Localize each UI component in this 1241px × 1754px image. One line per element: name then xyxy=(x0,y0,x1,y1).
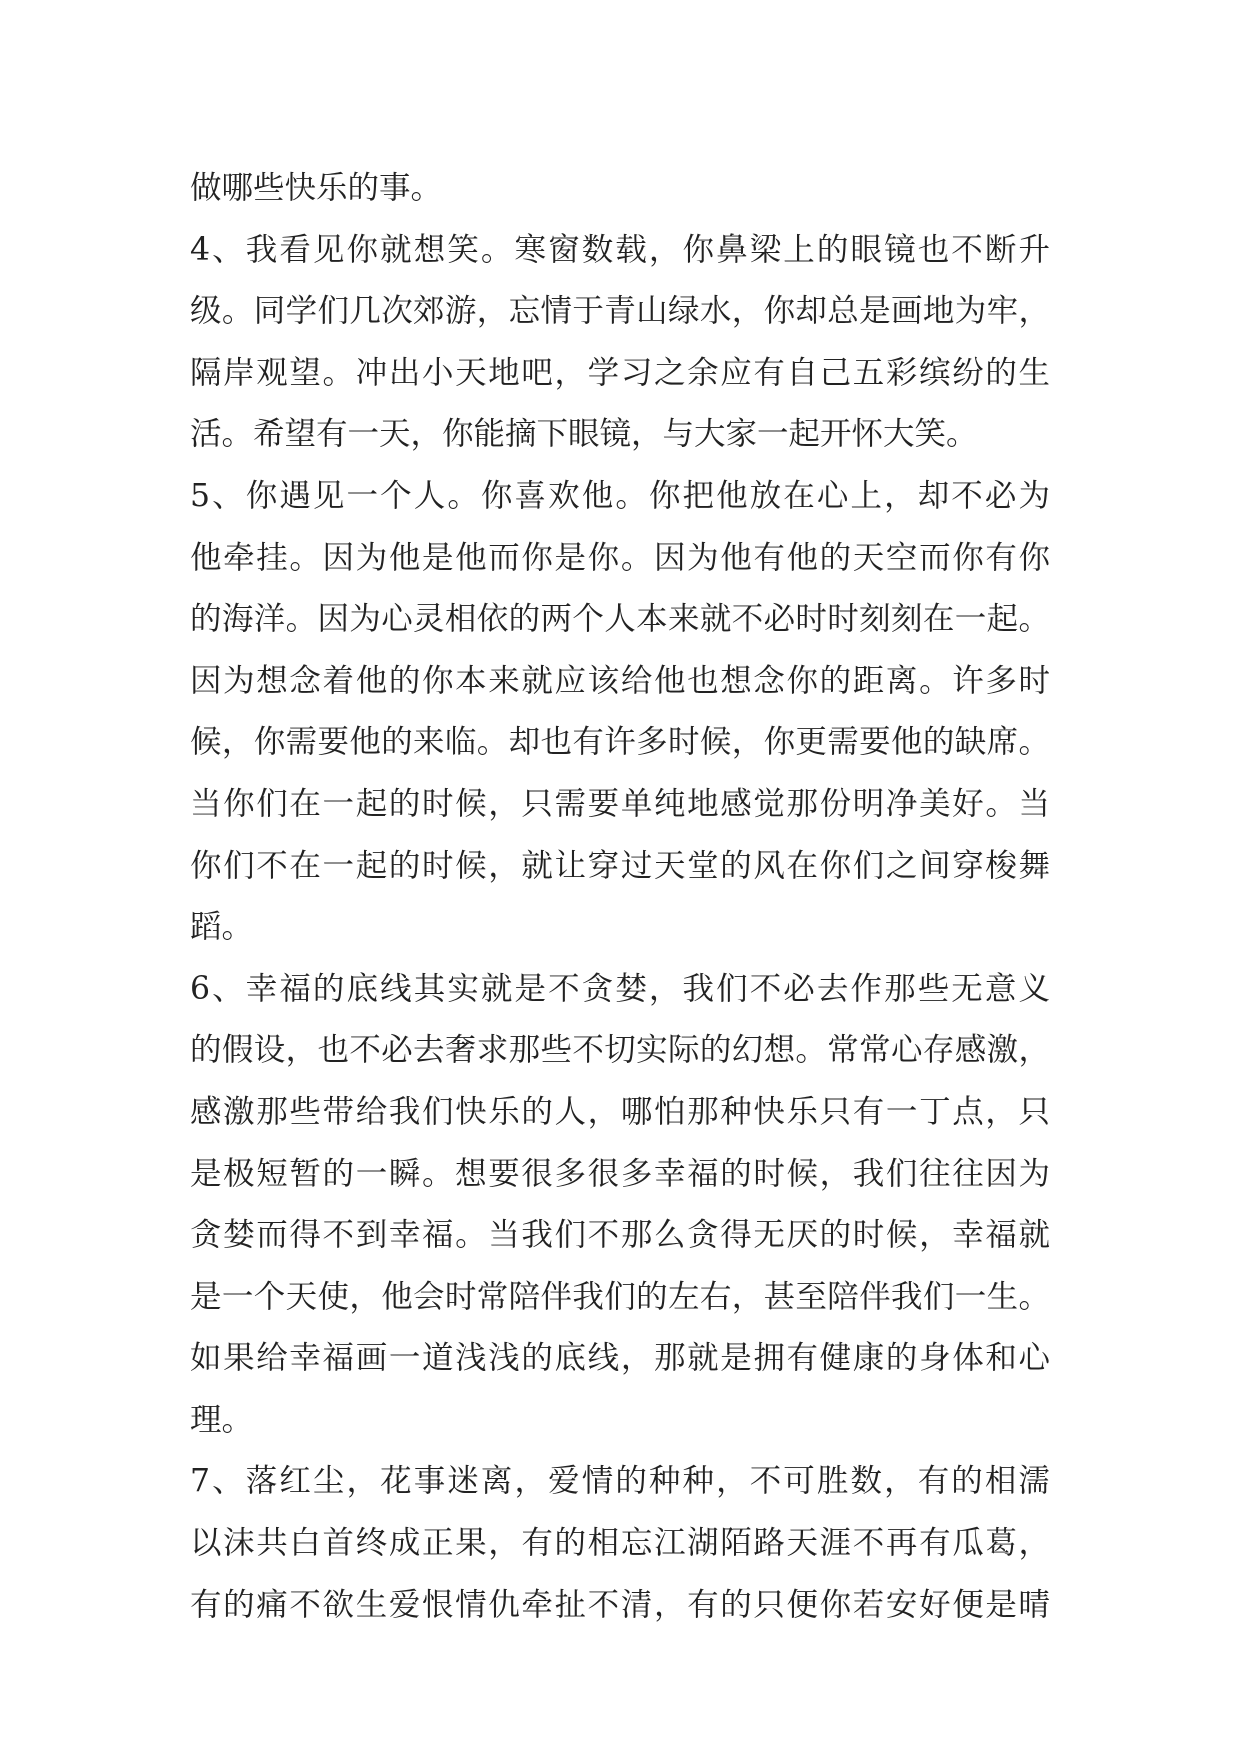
text-line: 4、我看见你就想笑。寒窗数载，你鼻梁上的眼镜也不断升 xyxy=(190,231,1050,268)
text-line: 活。希望有一天，你能摘下眼镜，与大家一起开怀大笑。 xyxy=(190,416,978,453)
text-line: 理。 xyxy=(190,1401,254,1438)
text-line: 他牵挂。因为他是他而你是你。因为他有他的天空而你有你 xyxy=(190,539,1050,576)
text-line: 7、落红尘，花事迷离，爱情的种种，不可胜数，有的相濡 xyxy=(190,1463,1050,1500)
text-line: 做哪些快乐的事。 xyxy=(190,170,443,206)
body-text xyxy=(190,158,1050,1636)
text-line: 感激那些带给我们快乐的人，哪怕那种快乐只有一丁点，只 xyxy=(190,1093,1050,1130)
text-line: 5、你遇见一个人。你喜欢他。你把他放在心上，却不必为 xyxy=(190,477,1050,514)
text-line: 以沫共白首终成正果，有的相忘江湖陌路天涯不再有瓜葛， xyxy=(190,1525,1050,1562)
text-line: 6、幸福的底线其实就是不贪婪，我们不必去作那些无意义 xyxy=(190,970,1050,1007)
text-line: 是一个天使，他会时常陪伴我们的左右，甚至陪伴我们一生。 xyxy=(190,1278,1050,1315)
text-line: 是极短暂的一瞬。想要很多很多幸福的时候，我们往往因为 xyxy=(190,1155,1050,1192)
text-line: 贪婪而得不到幸福。当我们不那么贪得无厌的时候，幸福就 xyxy=(190,1217,1050,1254)
text-line: 的假设，也不必去奢求那些不切实际的幻想。常常心存感激， xyxy=(190,1032,1050,1069)
text-line: 候，你需要他的来临。却也有许多时候，你更需要他的缺席。 xyxy=(190,724,1050,761)
text-line: 当你们在一起的时候，只需要单纯地感觉那份明净美好。当 xyxy=(190,785,1050,822)
text-line: 的海洋。因为心灵相依的两个人本来就不必时时刻刻在一起。 xyxy=(190,601,1050,638)
text-line: 级。同学们几次郊游，忘情于青山绿水，你却总是画地为牢， xyxy=(190,293,1050,330)
text-line: 隔岸观望。冲出小天地吧，学习之余应有自己五彩缤纷的生 xyxy=(190,354,1050,391)
text-line: 你们不在一起的时候，就让穿过天堂的风在你们之间穿梭舞 xyxy=(190,847,1050,884)
text-line: 蹈。 xyxy=(190,909,254,946)
text-line: 如果给幸福画一道浅浅的底线，那就是拥有健康的身体和心 xyxy=(190,1340,1050,1377)
text-line: 因为想念着他的你本来就应该给他也想念你的距离。许多时 xyxy=(190,662,1050,699)
text-line: 有的痛不欲生爱恨情仇牵扯不清，有的只便你若安好便是晴 xyxy=(190,1586,1050,1623)
